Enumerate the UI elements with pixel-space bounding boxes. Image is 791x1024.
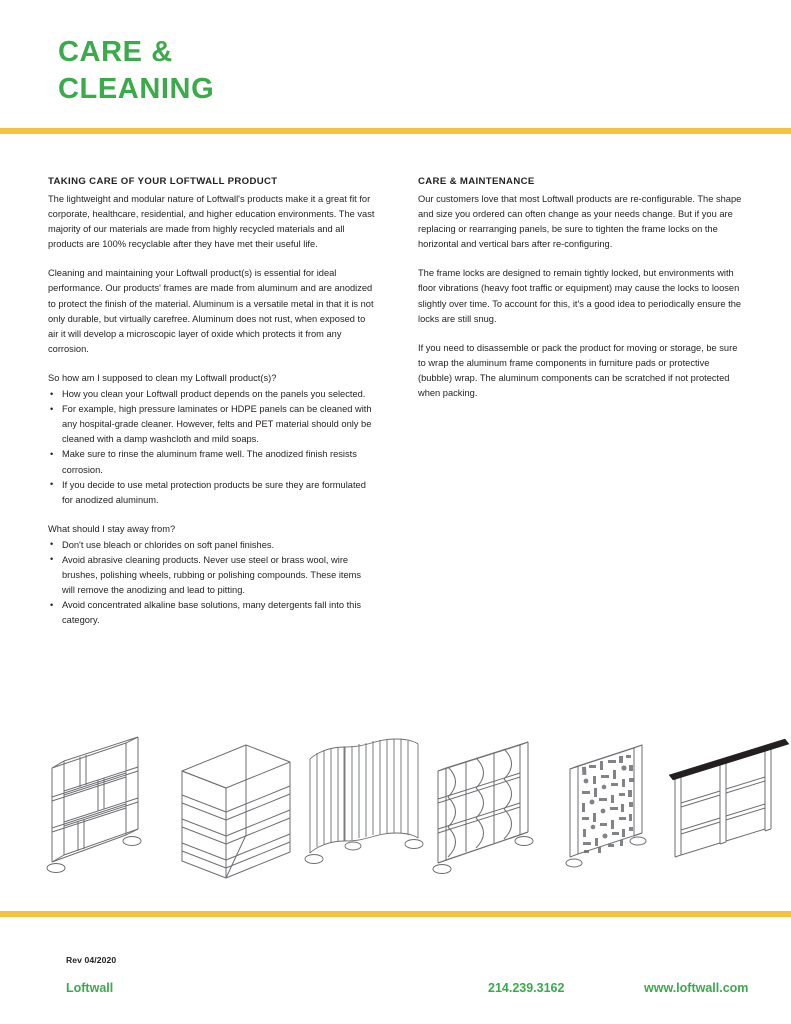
wave-panel-divider-icon [428, 735, 558, 895]
document-footer [0, 917, 791, 1024]
top-divider-rule [0, 128, 791, 134]
curved-slat-divider-icon [300, 735, 430, 895]
list-item: • How you clean your Loftwall product depends on the panels you selected. [48, 387, 375, 402]
left-paragraph-1: The lightweight and modular nature of Loftwall's products make it a great fit for corporate, healthcare, residential, and higher education environments. The vast majority of our materials are made from highly recycled materials and all products are 100% recyclable after they have met their useful life. [48, 194, 375, 250]
revision-label: Rev 04/2020 [66, 955, 117, 965]
list-item: • Make sure to rinse the aluminum frame well. The anodized finish resists corrosion. [48, 447, 375, 477]
left-column [48, 176, 375, 642]
right-paragraph-2: The frame locks are designed to remain tightly locked, but environments with floor vibrations (heavy foot traffic or equipment) may cause the locks to loosen slightly over time. To account for this, it's a good idea to periodically ensure the locks are still snug. [418, 268, 742, 324]
left-question-2: What should I stay away from? [48, 523, 176, 534]
right-column [418, 176, 745, 415]
left-paragraph-2: Cleaning and maintaining your Loftwall product(s) is essential for ideal performance. Our products' frames are made from aluminum and are anodized to protect the finish of the material. Aluminum is a versatile metal in that it is not only durable, but virtually carefree. Aluminum does not rust, when exposed to air it will develop a microscopic layer of oxide which protects it from any corrosion. [48, 268, 374, 354]
open-shelving-unit-icon [168, 735, 298, 895]
left-question-1: So how am I supposed to clean my Loftwall product(s)? [48, 372, 277, 383]
product-illustration-3 [300, 735, 430, 895]
website-link[interactable]: www.loftwall.com [644, 981, 749, 995]
list-item: • Avoid abrasive cleaning products. Never use steel or brass wool, wire brushes, polishing wheels, rubbing or polishing compounds. These items will remove the anodizing and lead to pitting. [48, 553, 375, 598]
right-column-heading: CARE & MAINTENANCE [418, 176, 535, 187]
product-illustration-4 [428, 735, 558, 895]
avoid-bullet-list [48, 538, 375, 629]
list-item: • For example, high pressure laminates or HDPE panels can be cleaned with any hospital-grade cleaner. However, felts and PET material should only be cleaned with a damp washcloth and mild soaps. [48, 402, 375, 447]
list-item: • If you decide to use metal protection products be sure they are formulated for anodized aluminum. [48, 478, 375, 508]
right-paragraph-1: Our customers love that most Loftwall products are re-configurable. The shape and size you ordered can often change as your needs change. But if you are replacing or rearranging panels, be sure to tighten the frame locks on the horizontal and vertical bars after re-configuring. [418, 194, 742, 250]
list-item: • Avoid concentrated alkaline base solutions, many detergents fall into this category. [48, 598, 375, 628]
product-illustration-2 [168, 735, 298, 895]
document-header [0, 0, 791, 128]
page-title-line-1: CARE & [58, 36, 173, 68]
phone-number[interactable]: 214.239.3162 [488, 981, 565, 995]
left-column-heading: TAKING CARE OF YOUR LOFTWALL PRODUCT [48, 176, 278, 187]
right-paragraph-3: If you need to disassemble or pack the product for moving or storage, be sure to wrap the aluminum frame components in furniture pads or protective (bubble) wrap. The aluminum components can be scratched if not protected when packing. [418, 342, 738, 399]
cleaning-bullet-list [48, 387, 375, 508]
page-title [58, 34, 214, 108]
product-illustration-strip [40, 735, 780, 895]
product-illustration-6 [665, 735, 791, 895]
freestanding-panel-divider-icon [40, 735, 170, 895]
list-item: • Don't use bleach or chlorides on soft panel finishes. [48, 538, 375, 553]
hanging-rail-divider-icon [665, 735, 791, 895]
product-illustration-1 [40, 735, 170, 895]
page-title-line-2: CLEANING [58, 73, 215, 106]
brand-name: Loftwall [66, 981, 114, 995]
